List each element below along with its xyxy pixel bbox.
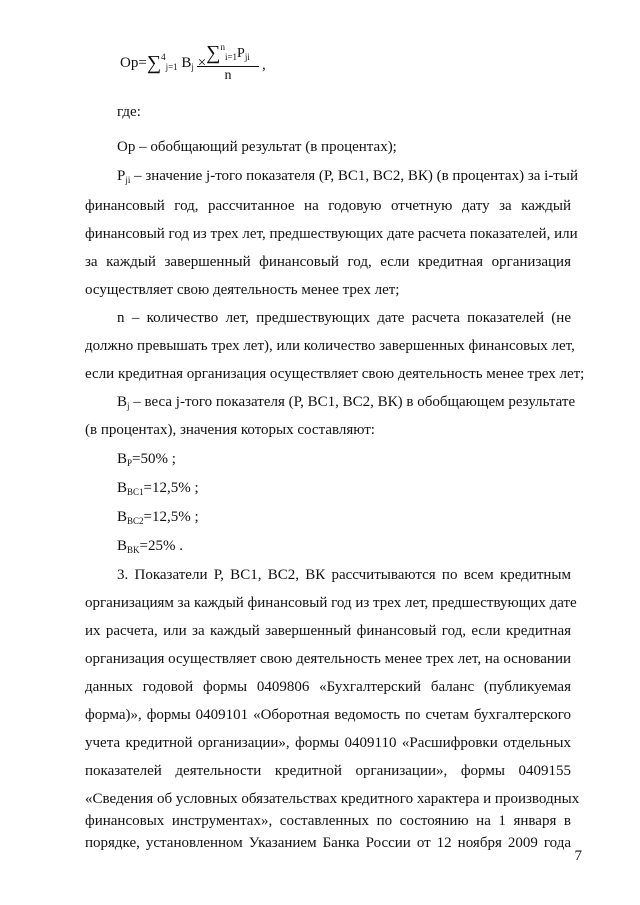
page-number: 7 (574, 848, 582, 864)
p-definition-line-3: финансовый год из трех лет, предшествующих дате расчета показателей, или (85, 226, 578, 242)
p-subscript: ji (125, 175, 131, 185)
formula-op (120, 52, 206, 75)
weight-symbol: B (117, 480, 128, 496)
formula-numerator (197, 42, 259, 67)
formula-b-sub: j (191, 62, 194, 72)
para3-line-6: форма)», формы 0409101 «Оборотная ведомость по счетам бухгалтерского (85, 707, 571, 723)
weight-symbol: B (117, 509, 128, 525)
formula-b: B (181, 55, 192, 71)
para3-line-1: 3. Показатели Р, ВС1, ВС2, ВК рассчитываются по всем кредитным (117, 567, 571, 583)
weight-value: =50% ; (132, 451, 176, 467)
para3-line-5: данных годовой формы 0409806 «Бухгалтерский баланс (публикуемая (85, 679, 571, 695)
p-definition-text: – значение j-того показателя (Р, ВС1, ВС2, ВК) (в процентах) за i-тый (130, 168, 578, 184)
p-definition-line-2: финансовый год, рассчитанное на годовую отчетную дату за каждый (85, 198, 571, 214)
p-definition-line-4: за каждый завершенный финансовый год, если кредитная организация (85, 254, 571, 270)
numerator-sub: i=1 (224, 52, 238, 62)
b-definition-text: – веса j-того показателя (Р, ВС1, ВС2, ВК) в обобщающем результате (129, 394, 576, 410)
b-symbol: B (117, 394, 128, 410)
weight-subscript: BC1 (127, 487, 144, 497)
formula-times: × (197, 55, 207, 71)
where-label: где: (117, 104, 141, 120)
weight-bc2 (117, 508, 199, 530)
weight-subscript: BK (127, 545, 140, 555)
weight-subscript: P (127, 458, 133, 468)
formula-sum: ∑ (146, 52, 162, 74)
para3-line-3: их расчета, или за каждый завершенный финансовый год, если кредитная (85, 623, 571, 639)
weight-value: =25% . (139, 538, 183, 554)
formula-sum-sub: j=1 (165, 62, 178, 72)
b-definition-line-2: (в процентах), значения которых составляют: (85, 422, 375, 438)
para3-line-10: финансовых инструментах», составленных по состоянию на 1 января в (85, 813, 571, 829)
weight-bc1 (117, 479, 199, 501)
weight-bk (117, 537, 183, 559)
p-definition-line-5: осуществляет свою деятельность менее трех лет; (85, 282, 400, 298)
b-definition-line-1 (117, 393, 576, 415)
n-definition-line-2: должно превышать трех лет), или количество завершенных финансовых лет, (85, 338, 575, 354)
para3-line-9: «Сведения об условных обязательствах кредитного характера и производных (85, 791, 580, 807)
para3-line-7: учета кредитной организации», формы 0409110 «Расшифровки отдельных (85, 735, 571, 751)
weight-p (117, 450, 176, 472)
p-symbol: P (117, 168, 126, 184)
formula-denominator: n (224, 68, 232, 83)
formula-lhs: Ор (120, 55, 139, 71)
formula-eq: = (138, 55, 147, 71)
n-definition-line-3: если кредитная организация осуществляет свою деятельность менее трех лет; (85, 366, 585, 382)
weight-value: =12,5% ; (143, 509, 199, 525)
formula-sum-sup: 4 (161, 52, 166, 62)
weight-value: =12,5% ; (143, 480, 199, 496)
n-definition-line-1: n – количество лет, предшествующих дате расчета показателей (не (117, 310, 571, 326)
weight-symbol: B (117, 451, 128, 467)
numerator-sum: ∑ (206, 42, 221, 64)
para3-line-8: показателей деятельности кредитной организации», формы 0409155 (85, 763, 571, 779)
para3-line-2: организациям за каждый финансовый год из трех лет, предшествующих дате (85, 595, 577, 611)
formula-fraction (197, 42, 259, 84)
op-definition: Ор – обобщающий результат (в процентах); (117, 139, 397, 155)
p-definition-line-1 (117, 167, 578, 189)
b-subscript: j (127, 401, 130, 411)
numerator-p: P (237, 46, 245, 61)
para3-line-11: порядке, установленном Указанием Банка России от 12 ноября 2009 года (85, 835, 571, 851)
formula-tail: , (262, 57, 266, 73)
weight-symbol: B (117, 538, 128, 554)
weight-subscript: BC2 (127, 516, 144, 526)
numerator-sup: n (220, 42, 225, 52)
numerator-p-sub: ji (244, 52, 250, 62)
para3-line-4: организация осуществляет свою деятельность менее трех лет, на основании (85, 651, 571, 667)
